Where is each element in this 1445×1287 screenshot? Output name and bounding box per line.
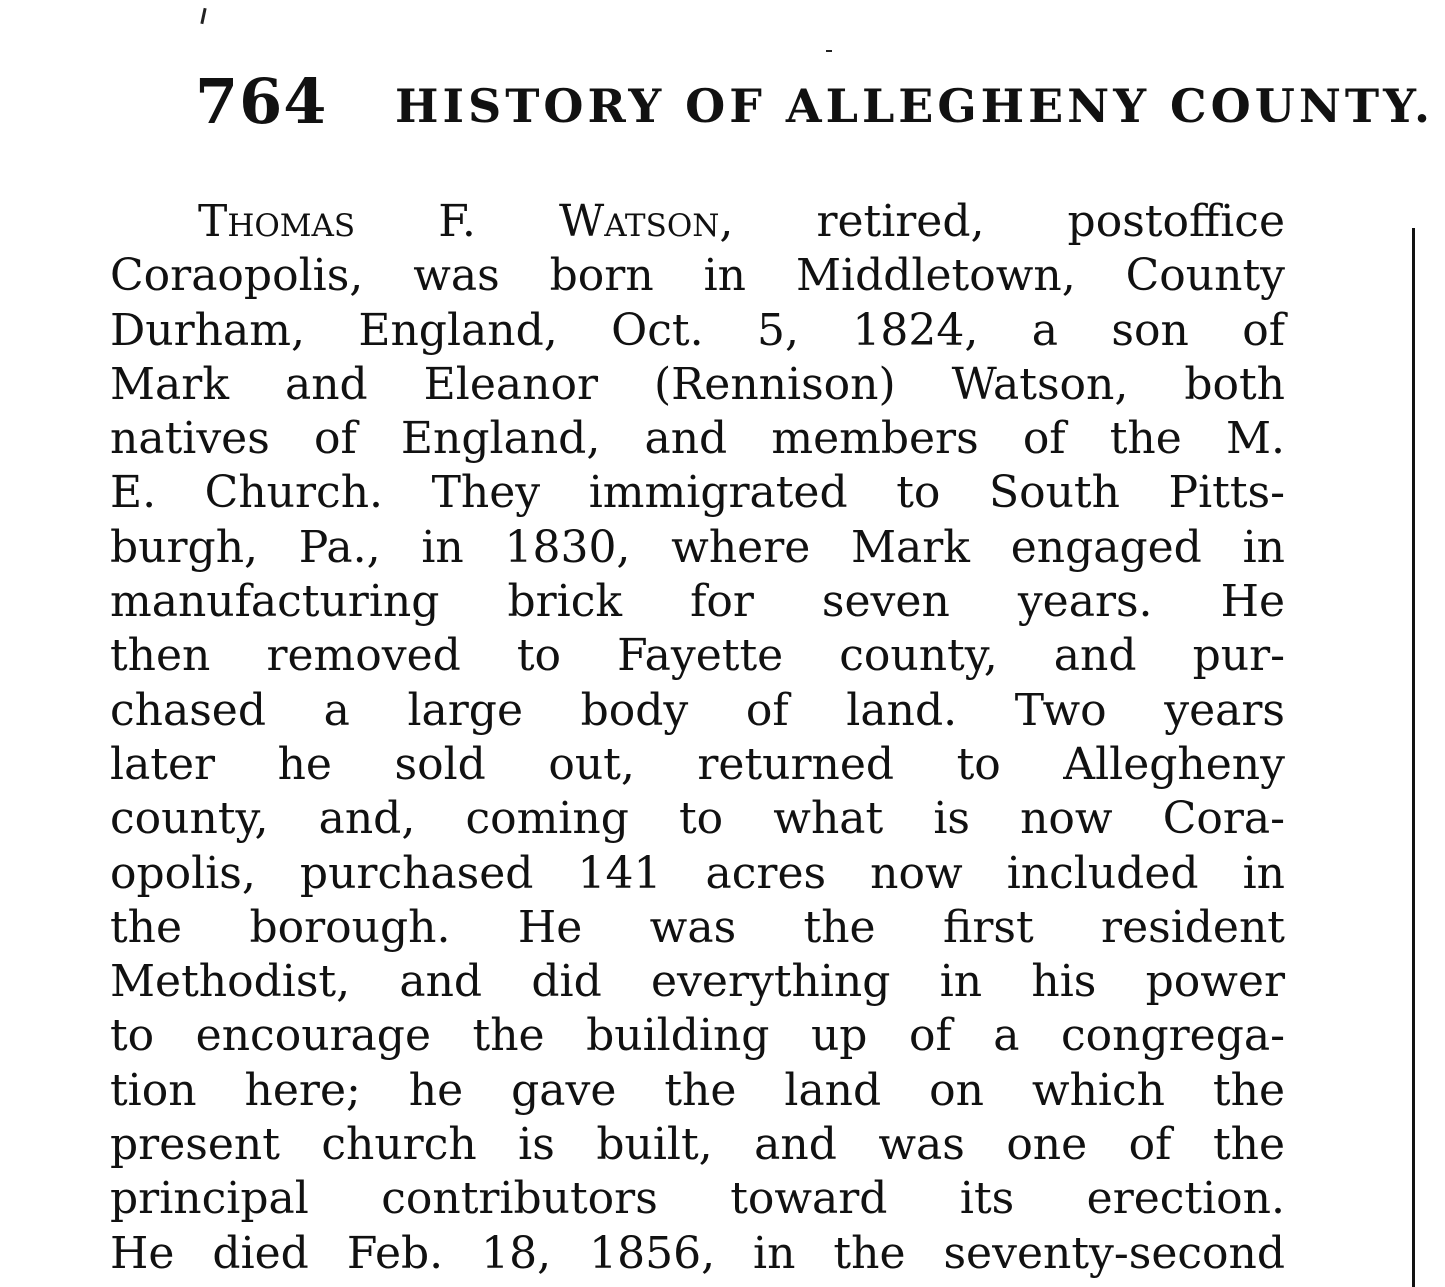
- entry-name-last: Watson,: [559, 196, 734, 247]
- text-line: [110, 195, 1285, 249]
- entry-name-initial: F.: [438, 196, 476, 247]
- scan-speck: [826, 50, 832, 52]
- text-line: present church is built, and was one of the: [110, 1119, 1285, 1171]
- text-line: to encourage the building up of a congrega-: [110, 1010, 1285, 1062]
- text-line: Coraopolis, was born in Middletown, County: [110, 250, 1285, 302]
- text-line: chased a large body of land. Two years: [110, 684, 1285, 736]
- text-line: Methodist, and did everything in his power: [110, 956, 1285, 1008]
- text-line: manufacturing brick for seven years. He: [110, 576, 1285, 628]
- running-title: HISTORY OF ALLEGHENY COUNTY.: [395, 79, 1435, 133]
- biography-entry: [110, 195, 1285, 1281]
- text-line: county, and, coming to what is now Cora-: [110, 793, 1285, 845]
- text-line: Mark and Eleanor (Rennison) Watson, both: [110, 358, 1285, 410]
- scan-speck: [200, 8, 206, 24]
- text-line: He died Feb. 18, 1856, in the seventy-second: [110, 1227, 1285, 1279]
- page-number: 764: [195, 65, 328, 138]
- text-line: the borough. He was the first resident: [110, 901, 1285, 953]
- text-line: natives of England, and members of the M.: [110, 413, 1285, 465]
- page-header: [195, 62, 1435, 142]
- text-line: E. Church. They immigrated to South Pitts-: [110, 467, 1285, 519]
- column-rule: [1412, 228, 1415, 1287]
- text-line: principal contributors toward its erection.: [110, 1173, 1285, 1225]
- entry-name-first: Thomas: [198, 196, 356, 247]
- text-line: later he sold out, returned to Allegheny: [110, 738, 1285, 790]
- text-line: tion here; he gave the land on which the: [110, 1064, 1285, 1116]
- text-line: then removed to Fayette county, and pur-: [110, 630, 1285, 682]
- text-line: burgh, Pa., in 1830, where Mark engaged in: [110, 521, 1285, 573]
- entry-first-line-rest: retired, postoffice: [816, 196, 1285, 247]
- text-line: Durham, England, Oct. 5, 1824, a son of: [110, 304, 1285, 356]
- text-line: opolis, purchased 141 acres now included in: [110, 847, 1285, 899]
